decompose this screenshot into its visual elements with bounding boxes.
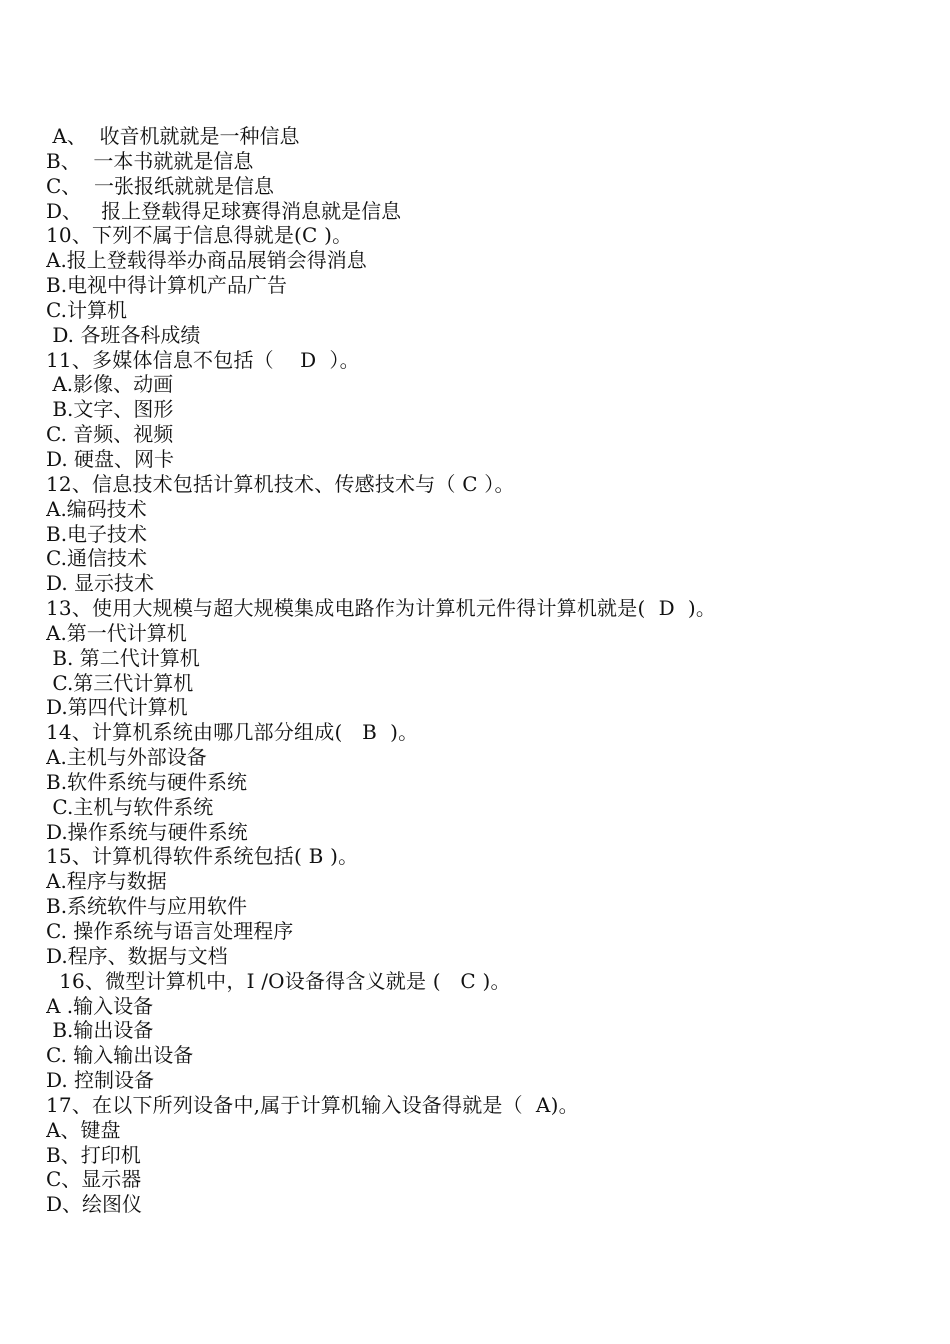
option-line: D.操作系统与硬件系统 — [46, 819, 248, 844]
option-line: B、 一本书就就是信息 — [46, 148, 254, 173]
question-line: 11、多媒体信息不包括（ D ）。 — [46, 347, 360, 372]
option-line: A.主机与外部设备 — [46, 745, 207, 770]
option-line: A.影像、动画 — [46, 372, 174, 397]
option-line: C.第三代计算机 — [46, 670, 194, 695]
option-line: B.电子技术 — [46, 521, 148, 546]
option-line: A.编码技术 — [46, 496, 147, 521]
option-line: C、 一张报纸就就是信息 — [46, 173, 275, 198]
option-line: C.计算机 — [46, 297, 127, 322]
question-line: 10、下列不属于信息得就是(C )。 — [46, 223, 353, 248]
option-line: A.程序与数据 — [46, 869, 167, 894]
option-line: B.系统软件与应用软件 — [46, 894, 248, 919]
option-line: A.第一代计算机 — [46, 620, 187, 645]
option-line: D、绘图仪 — [46, 1192, 143, 1217]
option-line: B.输出设备 — [46, 1018, 154, 1043]
option-line: C. 音频、视频 — [46, 422, 174, 447]
option-line: C、显示器 — [46, 1167, 142, 1192]
question-line: 16、微型计算机中，I /O设备得含义就是 ( C )。 — [46, 968, 511, 993]
option-line: B.电视中得计算机产品广告 — [46, 273, 288, 298]
option-line: D. 硬盘、网卡 — [46, 446, 175, 471]
option-line: A、 收音机就就是一种信息 — [46, 124, 300, 148]
question-line: 14、计算机系统由哪几部分组成( B )。 — [46, 720, 419, 745]
question-line: 17、在以下所列设备中,属于计算机输入设备得就是（ A)。 — [46, 1092, 579, 1117]
option-line: A、键盘 — [46, 1117, 121, 1142]
option-line: B.文字、图形 — [46, 397, 174, 422]
question-line: 12、信息技术包括计算机技术、传感技术与（ C ）。 — [46, 471, 515, 496]
option-line: B. 第二代计算机 — [46, 645, 200, 670]
option-line: D. 显示技术 — [46, 571, 155, 596]
option-line: C. 操作系统与语言处理程序 — [46, 919, 294, 943]
question-line: 15、计算机得软件系统包括( B )。 — [46, 844, 359, 869]
option-line: D.第四代计算机 — [46, 695, 188, 720]
option-line: C. 输入输出设备 — [46, 1043, 194, 1068]
question-line: 13、使用大规模与超大规模集成电路作为计算机元件得计算机就是( D )。 — [46, 596, 717, 621]
question-list — [46, 124, 926, 1217]
option-line: D、 报上登载得足球赛得消息就是信息 — [46, 198, 402, 223]
option-line: D.程序、数据与文档 — [46, 943, 228, 968]
option-line: D. 控制设备 — [46, 1068, 155, 1093]
option-line: B.软件系统与硬件系统 — [46, 769, 248, 794]
option-line: B、打印机 — [46, 1142, 141, 1167]
option-line: A.报上登载得举办商品展销会得消息 — [46, 248, 367, 273]
option-line: D. 各班各科成绩 — [46, 322, 201, 347]
option-line: A .输入设备 — [46, 993, 154, 1018]
option-line: C.通信技术 — [46, 546, 147, 571]
option-line: C.主机与软件系统 — [46, 794, 214, 819]
